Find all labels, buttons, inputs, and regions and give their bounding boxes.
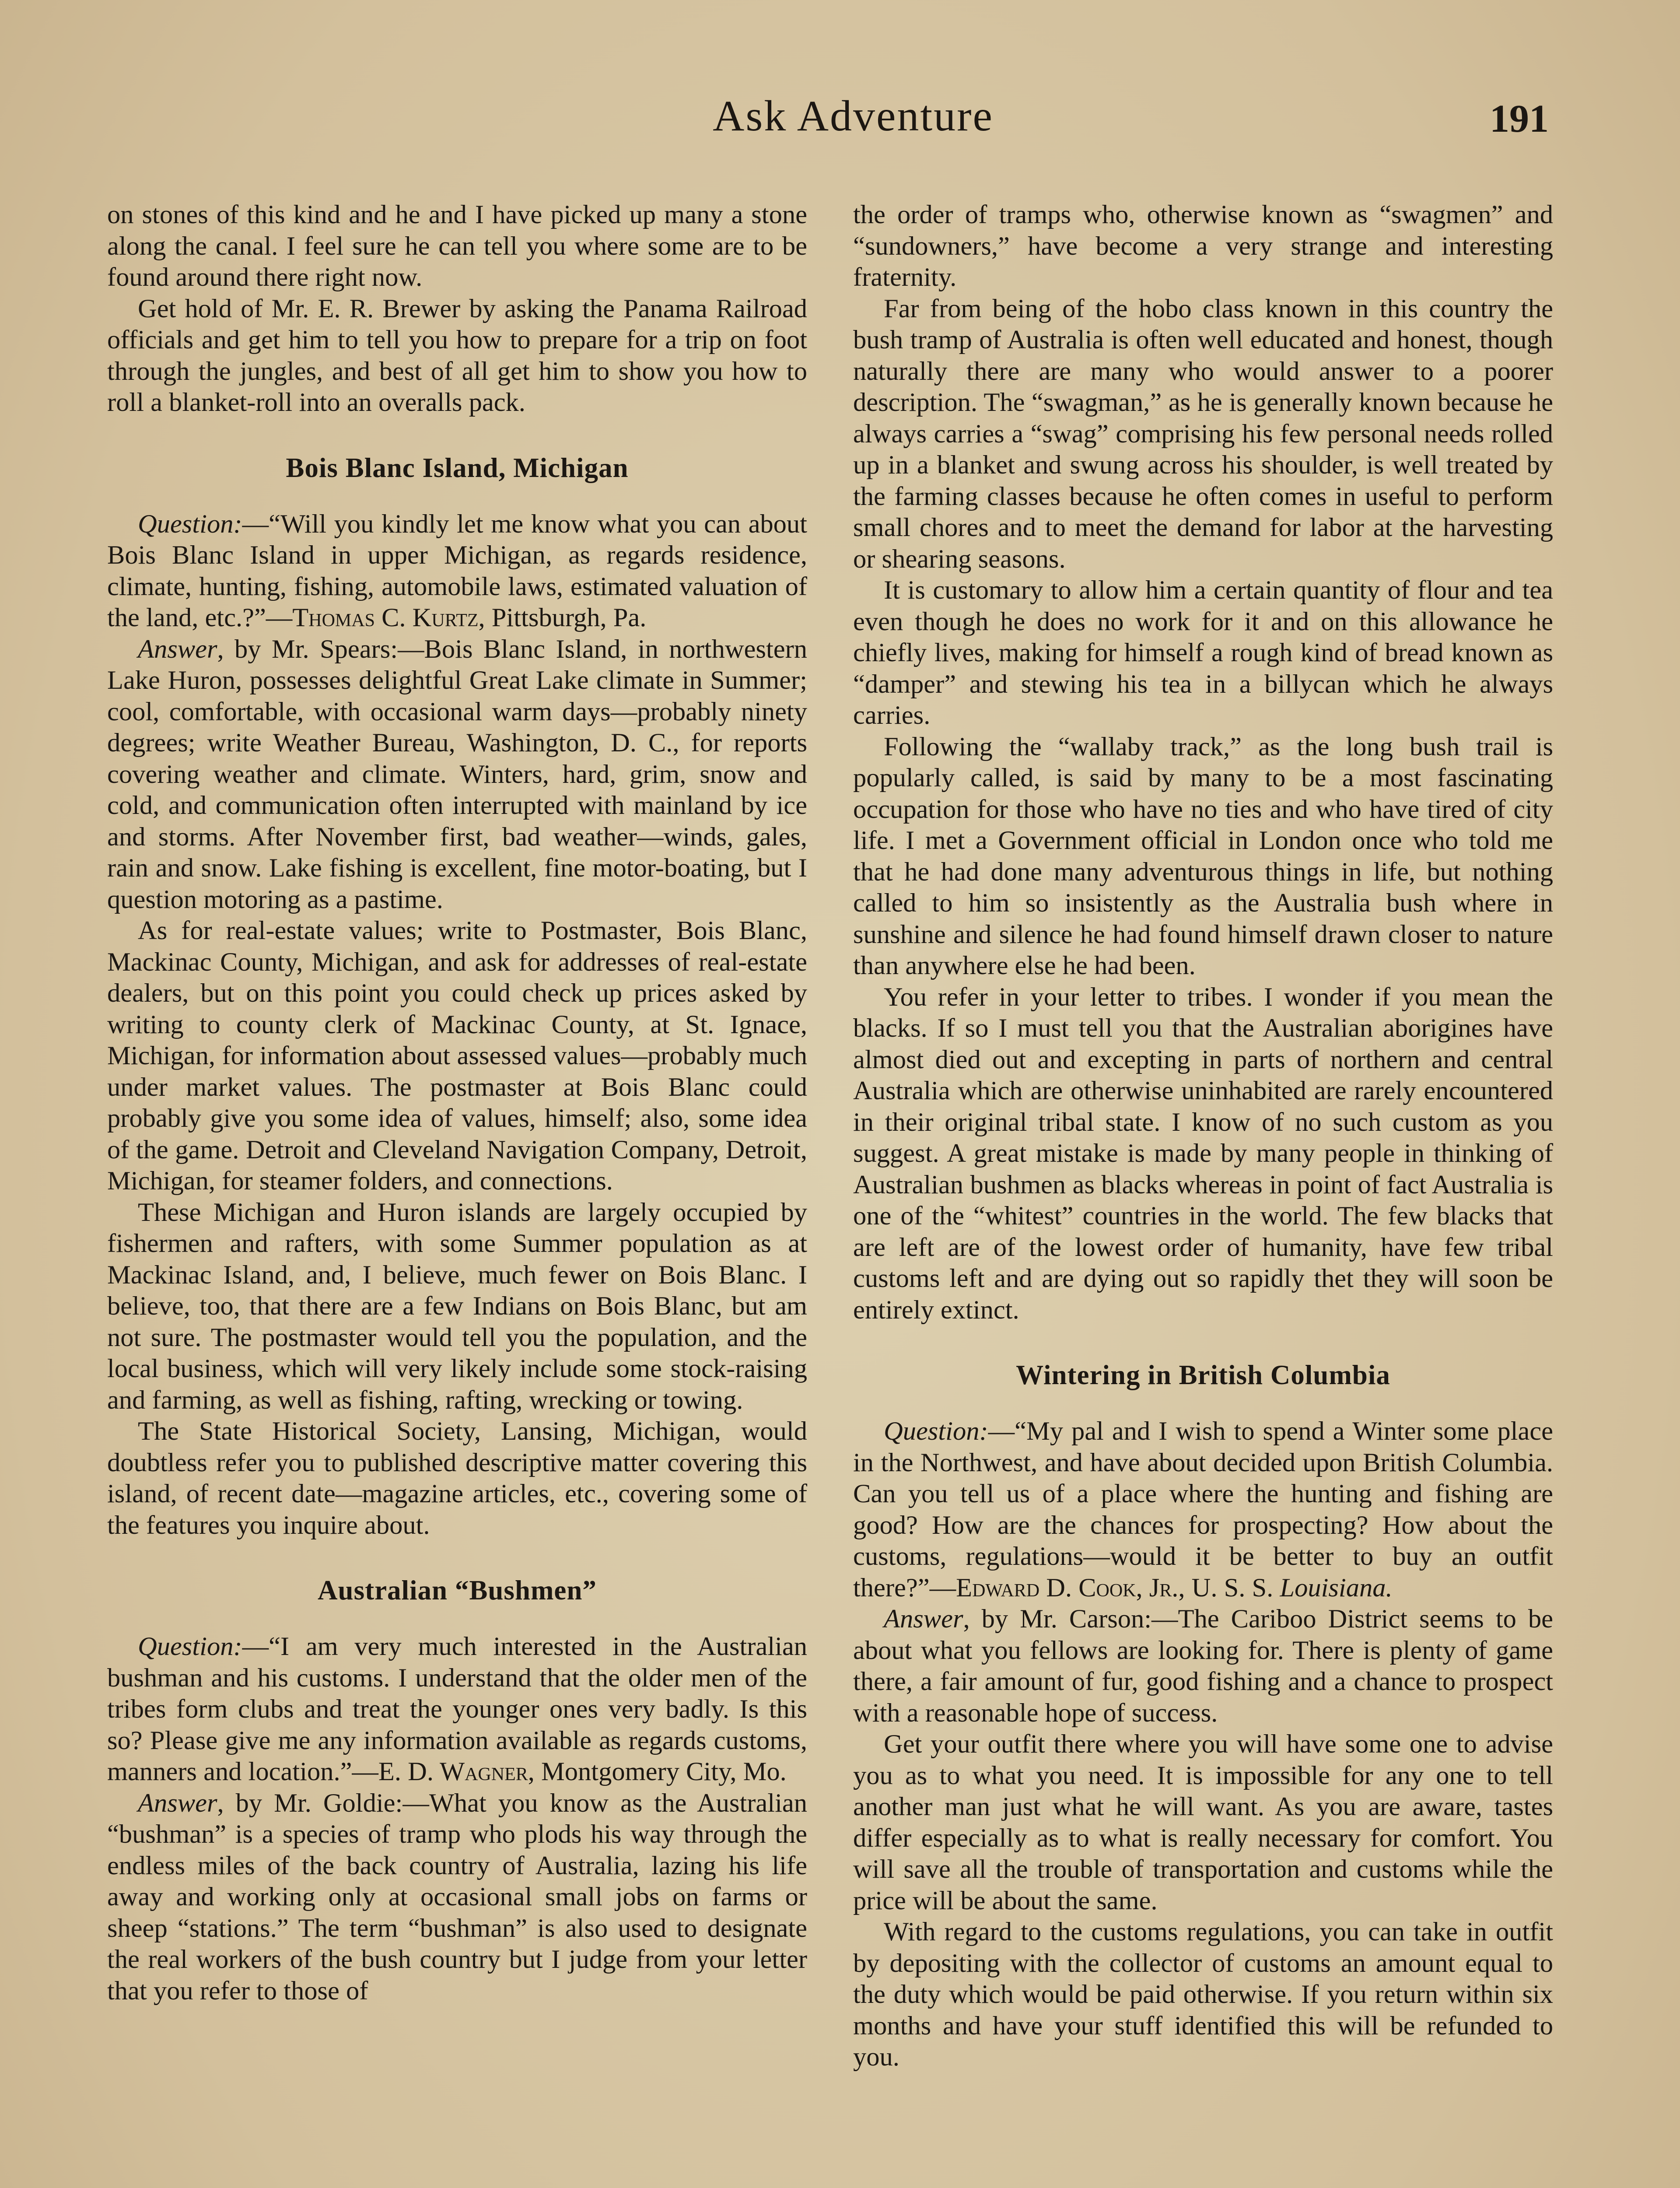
questioner-name: Thomas C. Kurtz xyxy=(292,603,479,632)
paragraph: These Michigan and Huron islands are largely occupied by fishermen and rafters, with some Summer population as at Mackinac Island, and, I believe, much fewer on Bois Blanc. I believe, too, that there are a few Indians on Bois Blanc, but am not sure. The postmaster would tell you the population, and the local business, which will very likely include some stock-raising and farming, as well as fishing, rafting, wrecking or towing. xyxy=(107,1197,807,1415)
questioner-name: E. D. Wagner xyxy=(378,1757,528,1786)
question-paragraph xyxy=(853,1416,1553,1603)
answer-text: , by Mr. Spears:—Bois Blanc Island, in northwestern Lake Huron, possesses delightful Great Lake climate in Summer; cool, comfortable, with occasional warm days—probably ninety degrees; write Weather Bureau, Washington, D. C., for reports covering weather and climate. Winters, hard, grim, snow and cold, and communication often interrupted with mainland by ice and storms. After November first, bad weather—winds, gales, rain and snow. Lake fishing is excellent, fine motor-boating, but I question motoring as a pastime. xyxy=(107,634,807,914)
question-label: Question: xyxy=(884,1417,988,1446)
section-heading-bois-blanc: Bois Blanc Island, Michigan xyxy=(286,452,629,483)
questioner-place: , Montgomery City, Mo. xyxy=(528,1757,787,1786)
questioner-place: , U. S. S. xyxy=(1178,1573,1280,1602)
running-title: Ask Adventure xyxy=(713,91,994,140)
section-heading-australian-bushmen: Australian “Bushmen” xyxy=(318,1575,597,1606)
paragraph: Get your outfit there where you will have some one to advise you as to what you need. It is impossible for any one to tell another man just what he will want. As you are aware, tastes differ especially as to what is really necessary for comfort. You will save all the trouble of transportation and customs while the price will be about the same. xyxy=(853,1729,1553,1915)
ship-name: Louisiana. xyxy=(1280,1573,1393,1602)
question-label: Question: xyxy=(138,1632,242,1661)
right-column xyxy=(853,199,1553,2188)
section-heading-british-columbia: Wintering in British Columbia xyxy=(1016,1360,1390,1390)
paragraph: the order of tramps who, otherwise known as “swagmen” and “sundowners,” have become a very strange and interesting fraternity. xyxy=(853,200,1553,292)
left-column xyxy=(107,199,807,2188)
paragraph: on stones of this kind and he and I have picked up many a stone along the canal. I feel sure he can tell you where some are to be found around there right now. xyxy=(107,200,807,292)
answer-label: Answer xyxy=(138,1788,217,1818)
answer-label: Answer xyxy=(138,634,217,664)
page-number: 191 xyxy=(1490,97,1549,140)
answer-text: , by Mr. Goldie:—What you know as the Australian “bushman” is a species of tramp who plods his way through the endless miles of the back country of Australia, lazing his life away and working only at occasional small jobs on farms or sheep “stations.” The term “bushman” is also used to designate the real workers of the bush country but I judge from your letter that you refer to those of xyxy=(107,1788,807,2006)
questioner-place: , Pittsburgh, Pa. xyxy=(478,603,647,632)
paragraph: As for real-estate values; write to Postmaster, Bois Blanc, Mackinac County, Michigan, and ask for addresses of real-estate dealers, but on this point you could check up prices asked by writing to county clerk of Mackinac County, at St. Ignace, Michigan, for information about assessed values—probably much under market values. The postmaster at Bois Blanc could probably give you some idea of values, himself; also, some idea of the game. Detroit and Cleveland Navigation Company, Detroit, Michigan, for steamer folders, and connections. xyxy=(107,916,807,1196)
paragraph: It is customary to allow him a certain quantity of flour and tea even though he does no work for it and on this allowance he chiefly lives, making for himself a rough kind of bread known as “damper” and stewing his tea in a billycan which he always carries. xyxy=(853,575,1553,730)
paragraph: Far from being of the hobo class known in this country the bush tramp of Australia is often well educated and honest, though naturally there are many who would answer to a poorer description. The “swagman,” as he is generally known because he always carries a “swag” comprising his few personal needs rolled up in a blanket and swung across his shoulder, is well treated by the farming classes because he often comes in useful to perform small chores and to meet the demand for labor at the harvesting or shearing seasons. xyxy=(853,294,1553,574)
question-text: —“My pal and I wish to spend a Winter some place in the Northwest, and have about decided upon British Columbia. Can you tell us of a place where the hunting and fishing are good? How are the chances for prospecting? How about the customs, regulations—would it be better to buy an outfit there?”— xyxy=(853,1417,1553,1602)
answer-label: Answer xyxy=(884,1604,963,1634)
paragraph: You refer in your letter to tribes. I wonder if you mean the blacks. If so I must tell you that the Australian aborigines have almost died out and excepting in parts of northern and central Australia which are otherwise uninhabited are rarely encountered in their original tribal state. I know of no such custom as you suggest. A great mistake is made by many people in thinking of Australian bushmen as blacks whereas in point of fact Australia is one of the “whitest” countries in the world. The few blacks that are left are of the lowest order of humanity, have few tribal customs left and are dying out so rapidly thet they will soon be entirely extinct. xyxy=(853,982,1553,1325)
answer-paragraph xyxy=(853,1603,1553,1729)
paragraph: Following the “wallaby track,” as the long bush trail is popularly called, is said by many to be a most fascinating occupation for those who have no ties and who have tired of city life. I met a Government official in London once who told me that he had done many adventurous things in life, but nothing called to him so insistently as the Australia bush where in sunshine and silence he had found himself drawn closer to nature than anywhere else he had been. xyxy=(853,732,1553,980)
question-text: —“Will you kindly let me know what you can about Bois Blanc Island in upper Michigan, as regards residence, climate, hunting, fishing, automobile laws, estimated valuation of the land, etc.?”— xyxy=(107,509,807,632)
questioner-name: Edward D. Cook, Jr. xyxy=(956,1573,1179,1602)
page-header xyxy=(0,0,1680,175)
paragraph: The State Historical Society, Lansing, Michigan, would doubtless refer you to published descriptive matter covering this island, of recent date—magazine articles, etc., covering some of the features you inquire about. xyxy=(107,1417,807,1540)
answer-text: , by Mr. Carson:—The Cariboo District seems to be about what you fellows are looking for. There is plenty of game there, a fair amount of fur, good fishing and a chance to prospect with a reasonable hope of success. xyxy=(853,1604,1553,1728)
paragraph: With regard to the customs regulations, you can take in outfit by depositing with the collector of customs an amount equal to the duty which would be paid otherwise. If you return within six months and have your stuff identified this will be refunded to you. xyxy=(853,1917,1553,2072)
question-text: —“I am very much interested in the Australian bushman and his customs. I understand that the older men of the tribes form clubs and treat the younger ones very badly. Is this so? Please give me any information available as regards customs, manners and location.”— xyxy=(107,1632,807,1786)
answer-paragraph xyxy=(107,634,807,915)
question-paragraph xyxy=(107,508,807,634)
question-label: Question: xyxy=(138,509,242,539)
answer-paragraph xyxy=(107,1788,807,2007)
question-paragraph xyxy=(107,1631,807,1788)
paragraph: Get hold of Mr. E. R. Brewer by asking the Panama Railroad officials and get him to tell you how to prepare for a trip on foot through the jungles, and best of all get him to show you how to roll a blanket-roll into an overalls pack. xyxy=(107,294,807,417)
